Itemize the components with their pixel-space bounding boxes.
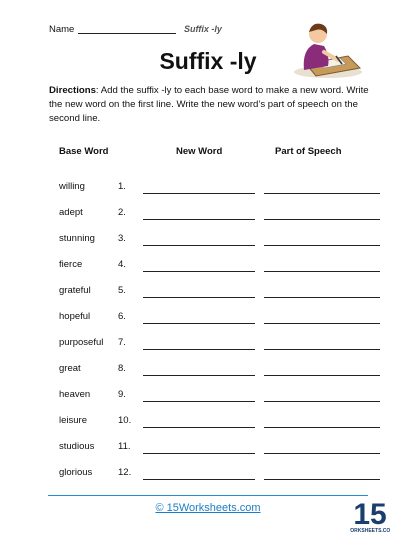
new-word-line[interactable] <box>143 323 255 324</box>
new-word-line[interactable] <box>143 245 255 246</box>
part-of-speech-line[interactable] <box>264 401 380 402</box>
table-row <box>0 181 416 197</box>
new-word-line[interactable] <box>143 401 255 402</box>
base-word: heaven <box>59 389 91 400</box>
part-of-speech-line[interactable] <box>264 375 380 376</box>
new-word-line[interactable] <box>143 271 255 272</box>
part-of-speech-line[interactable] <box>264 193 380 194</box>
base-word: willing <box>59 181 85 192</box>
row-number: 11. <box>118 441 131 452</box>
worksheets-logo <box>350 495 390 535</box>
base-word: fierce <box>59 259 83 270</box>
table-row <box>0 285 416 301</box>
base-word: grateful <box>59 285 91 296</box>
column-header-part-of-speech: Part of Speech <box>275 146 342 157</box>
part-of-speech-line[interactable] <box>264 479 380 480</box>
table-row <box>0 467 416 483</box>
new-word-line[interactable] <box>143 375 255 376</box>
new-word-line[interactable] <box>143 453 255 454</box>
new-word-line[interactable] <box>143 297 255 298</box>
row-number: 9. <box>118 389 126 400</box>
base-word: studious <box>59 441 95 452</box>
row-number: 6. <box>118 311 126 322</box>
column-header-base-word: Base Word <box>59 146 109 157</box>
footer-divider <box>48 495 368 496</box>
new-word-line[interactable] <box>143 193 255 194</box>
row-number: 7. <box>118 337 126 348</box>
row-number: 1. <box>118 181 126 192</box>
name-label: Name <box>49 24 75 35</box>
table-row <box>0 311 416 327</box>
new-word-line[interactable] <box>143 219 255 220</box>
table-row <box>0 233 416 249</box>
new-word-line[interactable] <box>143 349 255 350</box>
table-row <box>0 207 416 223</box>
column-header-new-word: New Word <box>176 146 223 157</box>
part-of-speech-line[interactable] <box>264 245 380 246</box>
row-number: 2. <box>118 207 126 218</box>
table-row <box>0 363 416 379</box>
base-word: hopeful <box>59 311 91 322</box>
base-word: great <box>59 363 81 374</box>
directions-label: Directions <box>49 85 96 96</box>
table-row <box>0 389 416 405</box>
header-subtitle: Suffix -ly <box>184 24 222 34</box>
table-row <box>0 415 416 431</box>
part-of-speech-line[interactable] <box>264 349 380 350</box>
row-number: 4. <box>118 259 126 270</box>
part-of-speech-line[interactable] <box>264 219 380 220</box>
table-row <box>0 337 416 353</box>
row-number: 8. <box>118 363 126 374</box>
logo-number: 15 <box>353 498 387 531</box>
row-number: 5. <box>118 285 126 296</box>
row-number: 10. <box>118 415 132 426</box>
base-word: adept <box>59 207 83 218</box>
name-line[interactable] <box>78 33 176 34</box>
base-word: stunning <box>59 233 95 244</box>
part-of-speech-line[interactable] <box>264 323 380 324</box>
base-word: purposeful <box>59 337 104 348</box>
part-of-speech-line[interactable] <box>264 271 380 272</box>
base-word: glorious <box>59 467 93 478</box>
directions-text: : Add the suffix -ly to each base word to make a new word. Write the new word on the first line. Write the new word’s part of speech on the second line. <box>49 85 369 124</box>
row-number: 12. <box>118 467 132 478</box>
table-row <box>0 441 416 457</box>
directions <box>49 84 379 126</box>
row-number: 3. <box>118 233 126 244</box>
page-title: Suffix -ly <box>159 48 257 74</box>
logo-text: ORKSHEETS.CO <box>350 528 390 534</box>
part-of-speech-line[interactable] <box>264 427 380 428</box>
new-word-line[interactable] <box>143 427 255 428</box>
part-of-speech-line[interactable] <box>264 453 380 454</box>
part-of-speech-line[interactable] <box>264 297 380 298</box>
table-row <box>0 259 416 275</box>
base-word: leisure <box>59 415 87 426</box>
footer-copyright-link[interactable]: © 15Worksheets.com <box>155 502 261 514</box>
new-word-line[interactable] <box>143 479 255 480</box>
